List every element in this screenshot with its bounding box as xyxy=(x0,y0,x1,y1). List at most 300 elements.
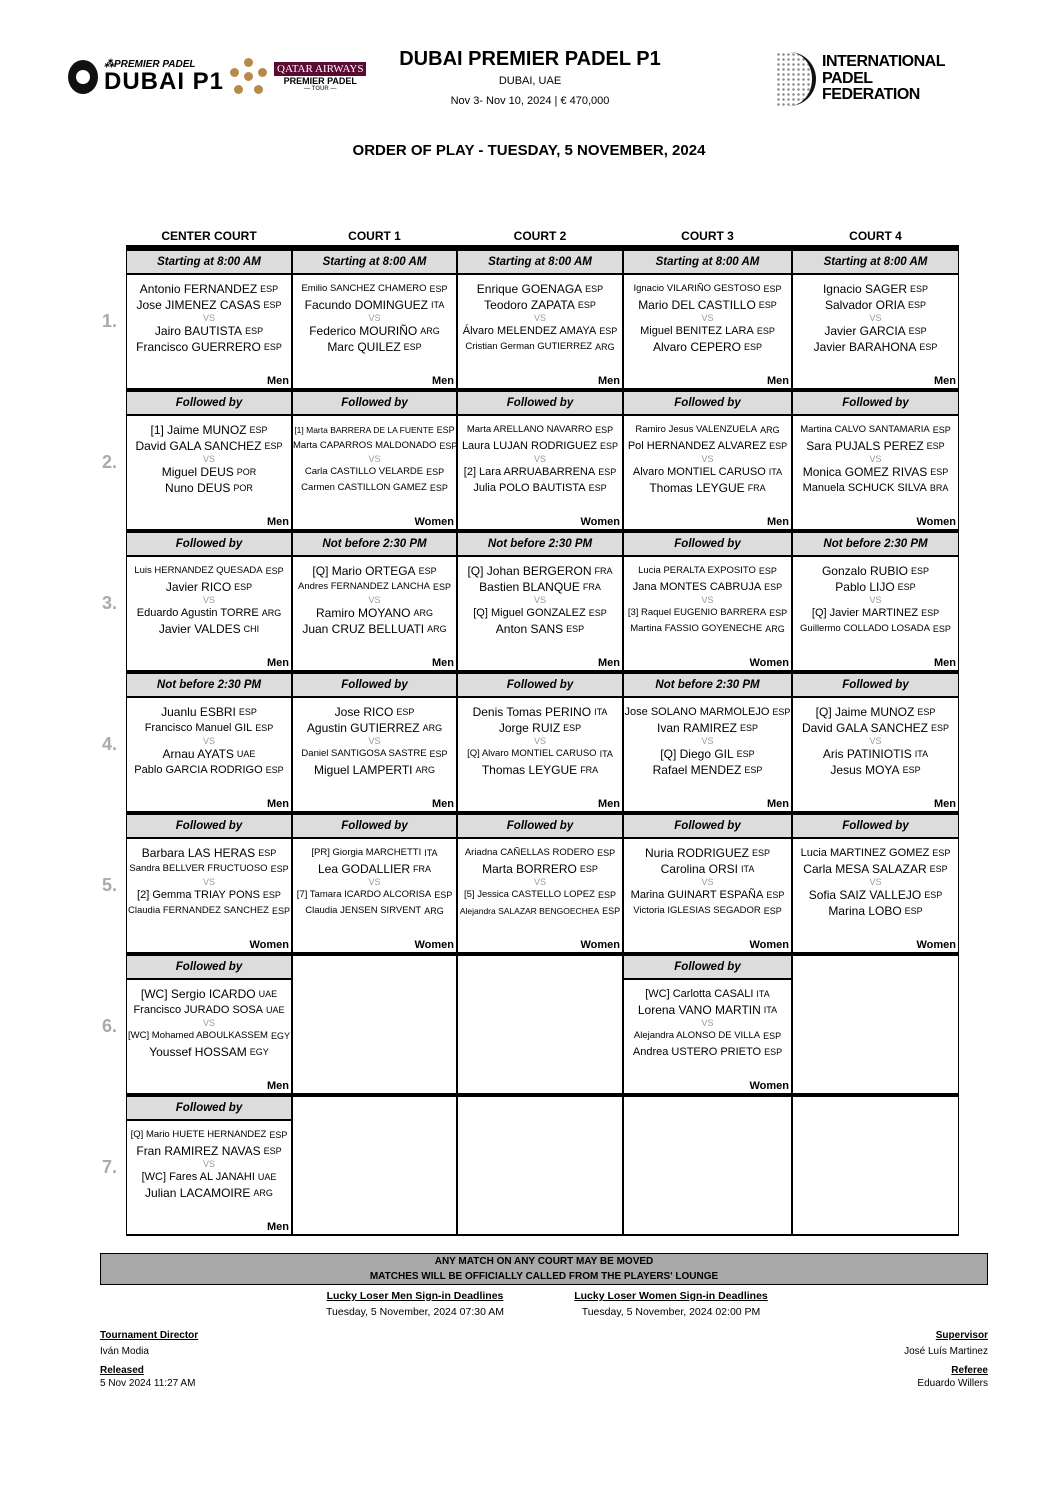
player-name: Aris PATINIOTIS xyxy=(822,747,912,761)
player-name: [Q] Mario ORTEGA xyxy=(312,564,416,578)
match-players xyxy=(793,416,958,496)
player xyxy=(624,339,791,355)
player xyxy=(458,438,622,454)
match-time: Followed by xyxy=(793,813,958,839)
player xyxy=(793,887,958,903)
player-name: Miguel LAMPERTI xyxy=(314,763,413,777)
player xyxy=(458,339,622,355)
match-category: Men xyxy=(267,1080,289,1092)
player-nationality: ESP xyxy=(434,890,453,900)
player xyxy=(127,861,291,877)
match-category: Women xyxy=(749,657,789,669)
player-name: Fran RAMIREZ NAVAS xyxy=(136,1144,261,1158)
row-number: 4. xyxy=(102,734,118,754)
player-nationality: EGY xyxy=(270,1031,290,1041)
player-name: Jana MONTES CABRUJA xyxy=(632,581,762,593)
player xyxy=(458,621,622,637)
match-time: Not before 2:30 PM xyxy=(624,672,791,698)
event-header xyxy=(330,48,730,107)
player xyxy=(624,621,791,637)
player-name: [7] Tamara ICARDO ALCORISA xyxy=(296,889,432,900)
player-name: Lorena VANO MARTIN xyxy=(637,1003,761,1017)
vs-label: VS xyxy=(202,877,215,887)
player-nationality: UAE xyxy=(258,989,278,999)
vs-label: VS xyxy=(368,736,381,746)
player xyxy=(127,579,291,595)
player-name: [WC] Sergio ICARDO xyxy=(140,987,256,1001)
player xyxy=(458,579,622,595)
player-name: [Q] Miguel GONZALEZ xyxy=(473,607,586,619)
player xyxy=(458,720,622,736)
player-name: Federico MOURIÑO xyxy=(309,324,418,338)
player xyxy=(293,339,456,355)
match-cell xyxy=(126,954,292,1095)
match-cell xyxy=(292,249,457,390)
player xyxy=(624,762,791,778)
player-nationality: ESP xyxy=(429,749,448,759)
player-nationality: ESP xyxy=(396,707,415,717)
player-name: [2] Lara ARRUABARRENA xyxy=(463,466,596,478)
match-players xyxy=(293,275,456,355)
match-cell xyxy=(457,531,623,672)
player-nationality: ESP xyxy=(602,906,621,916)
player-nationality: ESP xyxy=(763,284,782,294)
schedule-grid xyxy=(102,229,959,1236)
player xyxy=(793,323,958,339)
player-name: Marina GUINART ESPAÑA xyxy=(630,889,764,901)
row-number: 6. xyxy=(102,1016,118,1036)
match-cell xyxy=(126,531,292,672)
match-time: Followed by xyxy=(624,813,791,839)
player-name: [5] Jessica CASTELLO LOPEZ xyxy=(464,889,595,900)
player-nationality: ESP xyxy=(902,765,921,775)
vs-label: VS xyxy=(533,454,546,464)
player xyxy=(127,1127,291,1143)
match-time: Followed by xyxy=(624,954,791,980)
player xyxy=(793,720,958,736)
player-nationality: UAE xyxy=(266,1005,285,1015)
empty-cell xyxy=(792,1095,959,1236)
player-name: Lea GODALLIER xyxy=(317,862,411,876)
player-nationality: ESP xyxy=(904,906,923,916)
match-players xyxy=(127,980,291,1060)
player-name: Julian LACAMOIRE xyxy=(145,1186,251,1200)
order-of-play-title: ORDER OF PLAY - TUESDAY, 5 NOVEMBER, 2024 xyxy=(352,142,706,159)
player xyxy=(458,845,622,861)
empty-cell xyxy=(792,954,959,1095)
player-nationality: ESP xyxy=(932,848,951,858)
player-nationality: ESP xyxy=(577,300,596,310)
match-cell xyxy=(292,531,457,672)
player-nationality: ESP xyxy=(911,566,930,576)
player-nationality: ARG xyxy=(261,608,282,618)
player-name: Jose SOLANO MARMOLEJO xyxy=(624,706,770,718)
match-category: Men xyxy=(598,798,620,810)
player-nationality: ESP xyxy=(585,284,604,294)
player-nationality: ESP xyxy=(772,707,791,717)
player-name: Salvador ORIA xyxy=(824,298,906,312)
player-nationality: ARG xyxy=(253,1188,273,1198)
player-nationality: ESP xyxy=(740,723,759,733)
player-name: Sara PUJALS PEREZ xyxy=(806,439,924,453)
player-nationality: ESP xyxy=(269,1130,288,1140)
player xyxy=(127,480,291,496)
match-cell xyxy=(623,390,792,531)
player-nationality: ESP xyxy=(744,765,763,775)
vs-label: VS xyxy=(368,454,381,464)
player-name: Javier BARAHONA xyxy=(813,340,917,354)
player-nationality: ESP xyxy=(263,300,282,310)
player xyxy=(793,563,958,579)
player-name: [Q] Alvaro MONTIEL CARUSO xyxy=(467,748,597,759)
player-nationality: UAE xyxy=(257,1172,277,1182)
match-cell xyxy=(126,813,292,954)
vs-label: VS xyxy=(701,877,714,887)
player-name: Luis HERNANDEZ QUESADA xyxy=(134,565,263,576)
player xyxy=(624,422,791,438)
vs-label: VS xyxy=(533,877,546,887)
match-cell xyxy=(623,813,792,954)
player xyxy=(793,480,958,496)
empty-cell xyxy=(457,1095,623,1236)
match-players xyxy=(624,980,791,1060)
player-nationality: ESP xyxy=(910,284,929,294)
vs-label: VS xyxy=(368,595,381,605)
match-players xyxy=(127,839,291,919)
match-category: Women xyxy=(916,516,956,528)
match-category: Women xyxy=(916,939,956,951)
player-nationality: ESP xyxy=(265,765,284,775)
player-name: Gonzalo RUBIO xyxy=(821,564,909,578)
player xyxy=(624,887,791,903)
match-players xyxy=(127,1121,291,1201)
match-cell xyxy=(126,672,292,813)
match-time: Followed by xyxy=(624,390,791,416)
schedule-row xyxy=(102,531,959,672)
player-nationality: ESP xyxy=(588,483,607,493)
tournament-director: Tournament Director Iván Modia xyxy=(100,1330,199,1357)
vs-label: VS xyxy=(701,736,714,746)
player-name: Pablo GARCIA RODRIGO xyxy=(134,764,263,776)
player-name: Pol HERNANDEZ ALVAREZ xyxy=(627,440,767,452)
player xyxy=(793,704,958,720)
player-nationality: ESP xyxy=(588,608,607,618)
player-name: Guillermo COLLADO LOSADA xyxy=(800,623,930,634)
player xyxy=(127,1143,291,1159)
player-nationality: ESP xyxy=(245,326,264,336)
player-name: Ramiro MOYANO xyxy=(316,606,411,620)
match-time: Starting at 8:00 AM xyxy=(127,249,291,275)
match-time: Starting at 8:00 AM xyxy=(293,249,456,275)
player xyxy=(624,464,791,480)
player-nationality: ITA xyxy=(763,1005,778,1015)
match-category: Men xyxy=(432,798,454,810)
player-nationality: FRA xyxy=(747,483,766,493)
vs-label: VS xyxy=(202,313,215,323)
player xyxy=(127,464,291,480)
player xyxy=(793,903,958,919)
player-name: Pablo LIJO xyxy=(835,580,895,594)
player-nationality: ITA xyxy=(424,848,438,858)
match-cell xyxy=(126,390,292,531)
match-category: Men xyxy=(598,657,620,669)
match-time: Followed by xyxy=(127,390,291,416)
player xyxy=(624,861,791,877)
player xyxy=(793,621,958,637)
match-category: Women xyxy=(580,939,620,951)
player-name: [PR] Giorgia MARCHETTI xyxy=(311,847,422,858)
player-name: David GALA SANCHEZ xyxy=(801,721,929,735)
match-category: Men xyxy=(267,657,289,669)
match-cell xyxy=(126,1095,292,1236)
match-players xyxy=(624,416,791,496)
player xyxy=(458,762,622,778)
player-nationality: POR xyxy=(233,483,253,493)
player xyxy=(624,579,791,595)
vs-label: VS xyxy=(869,877,882,887)
player-name: Marta ARELLANO NAVARRO xyxy=(466,424,593,435)
player-name: Marta BORRERO xyxy=(482,862,577,876)
match-players xyxy=(793,557,958,637)
player-name: Javier VALDES xyxy=(158,622,241,636)
player xyxy=(624,1002,791,1018)
notice-banner: ANY MATCH ON ANY COURT MAY BE MOVED MATCHES WILL BE OFFICIALLY CALLED FROM THE PLAYERS' LOUNGE xyxy=(100,1253,988,1285)
row-number: 5. xyxy=(102,875,118,895)
player xyxy=(293,621,456,637)
player xyxy=(127,1028,291,1044)
player-name: Sandra BELLVER FRUCTUOSO xyxy=(129,863,268,874)
player-name: Alvaro MONTIEL CARUSO xyxy=(632,466,766,478)
player-name: Jose JIMENEZ CASAS xyxy=(136,298,261,312)
player-nationality: ESP xyxy=(255,723,274,733)
ipf-logo: INTERNATIONAL PADEL FEDERATION xyxy=(776,52,945,106)
match-category: Men xyxy=(767,375,789,387)
player-name: Rafael MENDEZ xyxy=(652,763,742,777)
player-name: Julia POLO BAUTISTA xyxy=(473,482,586,494)
player-name: Miguel DEUS xyxy=(161,465,234,479)
player xyxy=(127,563,291,579)
match-cell xyxy=(126,249,292,390)
match-time: Followed by xyxy=(127,1095,291,1121)
player-nationality: ITA xyxy=(756,989,770,999)
player xyxy=(127,339,291,355)
vs-label: VS xyxy=(202,595,215,605)
event-location: DUBAI, UAE xyxy=(498,75,562,87)
player-name: Monica GOMEZ RIVAS xyxy=(802,465,928,479)
match-cell xyxy=(457,672,623,813)
player xyxy=(793,339,958,355)
player-name: Juan CRUZ BELLUATI xyxy=(302,622,425,636)
player-name: Francisco Manuel GIL xyxy=(144,722,253,734)
player xyxy=(127,746,291,762)
player-name: Anton SANS xyxy=(495,622,564,636)
player-nationality: ESP xyxy=(919,342,938,352)
schedule-row xyxy=(102,1095,959,1236)
player-name: Martina CALVO SANTAMARIA xyxy=(800,424,930,435)
match-cell xyxy=(292,390,457,531)
court-header: COURT 1 xyxy=(348,229,401,243)
empty-cell xyxy=(292,1095,457,1236)
player-nationality: ESP xyxy=(418,566,437,576)
player xyxy=(458,887,622,903)
player-nationality: ESP xyxy=(752,848,771,858)
player-nationality: ESP xyxy=(932,624,951,634)
match-cell xyxy=(623,954,792,1095)
vs-label: VS xyxy=(202,736,215,746)
player-nationality: ESP xyxy=(270,864,289,874)
player-name: [Q] Johan BERGERON xyxy=(467,564,592,578)
match-category: Women xyxy=(580,516,620,528)
player-name: Mario DEL CASTILLO xyxy=(638,298,756,312)
player xyxy=(624,1028,791,1044)
player-nationality: ESP xyxy=(600,441,619,451)
referee: Referee Eduardo Willers xyxy=(917,1365,988,1389)
player-nationality: ESP xyxy=(265,566,284,576)
player-name: Carolina ORSI xyxy=(660,862,739,876)
player xyxy=(293,746,456,762)
match-cell xyxy=(792,672,959,813)
player-name: Nuria RODRIGUEZ xyxy=(644,846,749,860)
player-nationality: ESP xyxy=(566,624,585,634)
player-nationality: ESP xyxy=(764,1047,783,1057)
dubai-p1-logo-icon xyxy=(68,60,98,94)
player xyxy=(793,845,958,861)
player xyxy=(293,323,456,339)
player-nationality: ESP xyxy=(897,582,916,592)
player xyxy=(458,903,622,919)
supervisor: Supervisor José Luís Martinez xyxy=(904,1330,988,1357)
player-nationality: FRA xyxy=(582,582,601,592)
player-nationality: ESP xyxy=(563,723,582,733)
match-time: Not before 2:30 PM xyxy=(127,672,291,698)
match-category: Men xyxy=(934,375,956,387)
player xyxy=(293,704,456,720)
player-name: Sofia SAIZ VALLEJO xyxy=(808,888,922,902)
match-time: Followed by xyxy=(293,813,456,839)
player-nationality: ESP xyxy=(917,707,936,717)
row-number: 7. xyxy=(102,1157,118,1177)
player xyxy=(127,621,291,637)
player xyxy=(293,297,456,313)
empty-cell xyxy=(623,1095,792,1236)
player xyxy=(293,605,456,621)
player-name: Lucia MARTINEZ GOMEZ xyxy=(800,847,930,859)
vs-label: VS xyxy=(533,595,546,605)
player xyxy=(127,762,291,778)
court-header: CENTER COURT xyxy=(161,229,257,243)
match-category: Men xyxy=(598,375,620,387)
player xyxy=(458,746,622,762)
match-cell xyxy=(457,813,623,954)
player-nationality: ARG xyxy=(413,608,433,618)
player xyxy=(293,861,456,877)
player-name: Carmen CASTILLON GAMEZ xyxy=(301,482,427,493)
player-name: [2] Gemma TRIAY PONS xyxy=(137,889,260,901)
player xyxy=(458,422,622,438)
player xyxy=(624,746,791,762)
match-time: Followed by xyxy=(458,813,622,839)
player xyxy=(624,845,791,861)
player-nationality: POR xyxy=(236,467,257,477)
player-name: [Q] Jaime MUNOZ xyxy=(815,705,915,719)
player-nationality: ESP xyxy=(263,342,282,352)
player xyxy=(458,323,622,339)
player xyxy=(293,438,456,454)
player xyxy=(293,563,456,579)
schedule-row xyxy=(102,813,959,954)
row-number: 3. xyxy=(102,593,118,613)
player-nationality: ESP xyxy=(439,441,458,451)
player xyxy=(793,605,958,621)
released: Released 5 Nov 2024 11:27 AM xyxy=(100,1365,196,1389)
player xyxy=(127,1044,291,1060)
player xyxy=(458,480,622,496)
player-name: Ignacio SAGER xyxy=(822,282,908,296)
player-nationality: ITA xyxy=(599,749,613,759)
vs-label: VS xyxy=(869,736,882,746)
court-header: COURT 3 xyxy=(681,229,734,243)
match-cell xyxy=(792,813,959,954)
court-headers xyxy=(126,229,959,249)
player xyxy=(127,720,291,736)
player xyxy=(458,605,622,621)
player-nationality: FRA xyxy=(413,864,432,874)
match-time: Starting at 8:00 AM xyxy=(793,249,958,275)
player-name: Marc QUILEZ xyxy=(327,340,401,354)
player-nationality: ITA xyxy=(768,467,783,477)
match-cell xyxy=(792,249,959,390)
match-players xyxy=(293,557,456,637)
player xyxy=(293,887,456,903)
player xyxy=(127,887,291,903)
player xyxy=(624,903,791,919)
match-category: Women xyxy=(749,939,789,951)
empty-cell xyxy=(292,954,457,1095)
player xyxy=(293,281,456,297)
player-name: Thomas LEYGUE xyxy=(649,481,745,495)
player-name: Alejandra SALAZAR BENGOECHEA xyxy=(459,906,600,916)
player-nationality: FRA xyxy=(594,566,613,576)
sponsor-logo: QATAR AIRWAYS PREMIER PADEL — TOUR — xyxy=(274,62,366,92)
player-nationality: ITA xyxy=(914,749,929,759)
player-name: Juanlu ESBRI xyxy=(161,705,236,719)
player xyxy=(127,704,291,720)
player-nationality: ARG xyxy=(424,906,444,916)
player-name: Eduardo Agustin TORRE xyxy=(136,607,259,619)
player-nationality: ARG xyxy=(422,723,443,733)
match-cell xyxy=(792,390,959,531)
player-name: [Q] Diego GIL xyxy=(660,747,734,761)
player-name: Emilio SANCHEZ CHAMERO xyxy=(301,283,427,294)
player-name: Daniel SANTIGOSA SASTRE xyxy=(301,748,427,759)
player-nationality: ESP xyxy=(595,425,614,435)
player xyxy=(624,720,791,736)
match-cell xyxy=(457,249,623,390)
match-category: Men xyxy=(267,798,289,810)
match-cell xyxy=(792,531,959,672)
player xyxy=(293,762,456,778)
player xyxy=(127,323,291,339)
match-time: Followed by xyxy=(624,531,791,557)
match-players xyxy=(624,839,791,919)
player xyxy=(127,438,291,454)
player-name: Marta CAPARROS MALDONADO xyxy=(293,440,437,451)
player-name: Manuela SCHUCK SILVA xyxy=(802,482,927,494)
player-name: [WC] Fares AL JANAHI xyxy=(141,1171,255,1183)
match-players xyxy=(458,416,622,496)
court-header: COURT 2 xyxy=(513,229,567,243)
player xyxy=(793,464,958,480)
